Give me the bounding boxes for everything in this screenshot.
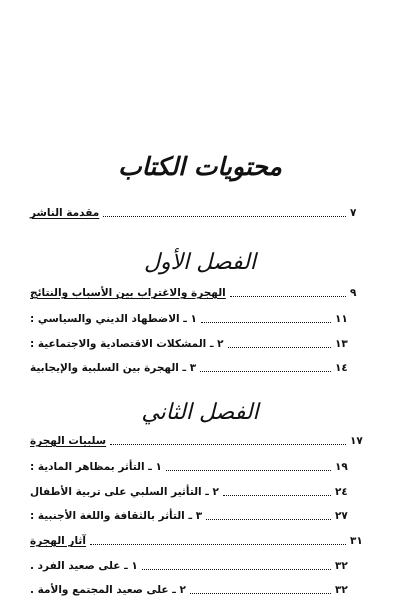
toc-entry [30,336,355,352]
toc-entry-page: ٢٤ [335,486,348,498]
toc-entry-label: ٢ ـ على صعيد المجتمع والأمة . [30,584,186,596]
toc-entry-page: ١٩ [335,461,348,473]
toc-entry [30,311,355,327]
toc-entry-intro [30,205,370,221]
toc-entry-page: ١٧ [350,435,363,447]
toc-entry-page: ٢٧ [335,510,348,522]
toc-entry-page: ٣١ [350,535,363,547]
toc-entry-label: ١ ـ على صعيد الفرد . [30,560,138,572]
toc-entry-label: مقدمة الناشر [30,207,100,219]
toc-entry [30,360,355,376]
toc-entry-page: ٧ [350,207,357,219]
toc-entry [30,582,355,598]
toc-entry-label: الهجرة والاغتراب بين الأسباب والنتائج [30,287,226,299]
toc-entry-label: ٢ ـ التأثير السلبي على تربية الأطفال [30,486,219,498]
toc-entry [30,508,355,524]
toc-entry-page: ١٣ [335,338,348,350]
toc-entry-label: ١ ـ التأثر بمظاهر المادية : [30,461,162,473]
toc-entry-page: ٩ [350,287,357,299]
toc-entry-label: سلبيات الهجرة [30,435,107,447]
toc-section-migration-causes [30,285,370,301]
chapter-heading-1: الفصل الأول [144,250,256,275]
leader-dots [206,519,331,520]
toc-entry [30,484,355,500]
toc-entry-label: ٣ ـ الهجرة بين السلبية والإيجابية [30,362,197,374]
toc-entry [30,459,355,475]
toc-section-effects [30,533,370,549]
leader-dots [166,470,331,471]
toc-section-negatives [30,433,370,449]
leader-dots [223,495,331,496]
toc-entry-page: ٣٢ [335,584,348,596]
leader-dots [201,322,331,323]
leader-dots [230,296,346,297]
toc-entry-label: ١ ـ الاضطهاد الديني والسياسي : [30,313,197,325]
leader-dots [190,593,331,594]
leader-dots [90,544,346,545]
toc-entry-label: ٣ ـ التأثر بالثقافة واللغة الأجنبية : [30,510,203,522]
leader-dots [110,444,346,445]
page-title: محتويات الكتاب [118,152,282,181]
leader-dots [103,216,346,217]
toc-entry-label: آثار الهجرة [30,535,86,547]
leader-dots [200,371,331,372]
toc-entry [30,558,355,574]
toc-entry-page: ١١ [335,313,348,325]
toc-entry-page: ١٤ [335,362,348,374]
leader-dots [142,569,331,570]
leader-dots [228,347,331,348]
toc-entry-label: ٢ ـ المشكلات الاقتصادية والاجتماعية : [30,338,224,350]
toc-entry-page: ٣٢ [335,560,348,572]
chapter-heading-2: الفصل الثاني [141,400,259,425]
